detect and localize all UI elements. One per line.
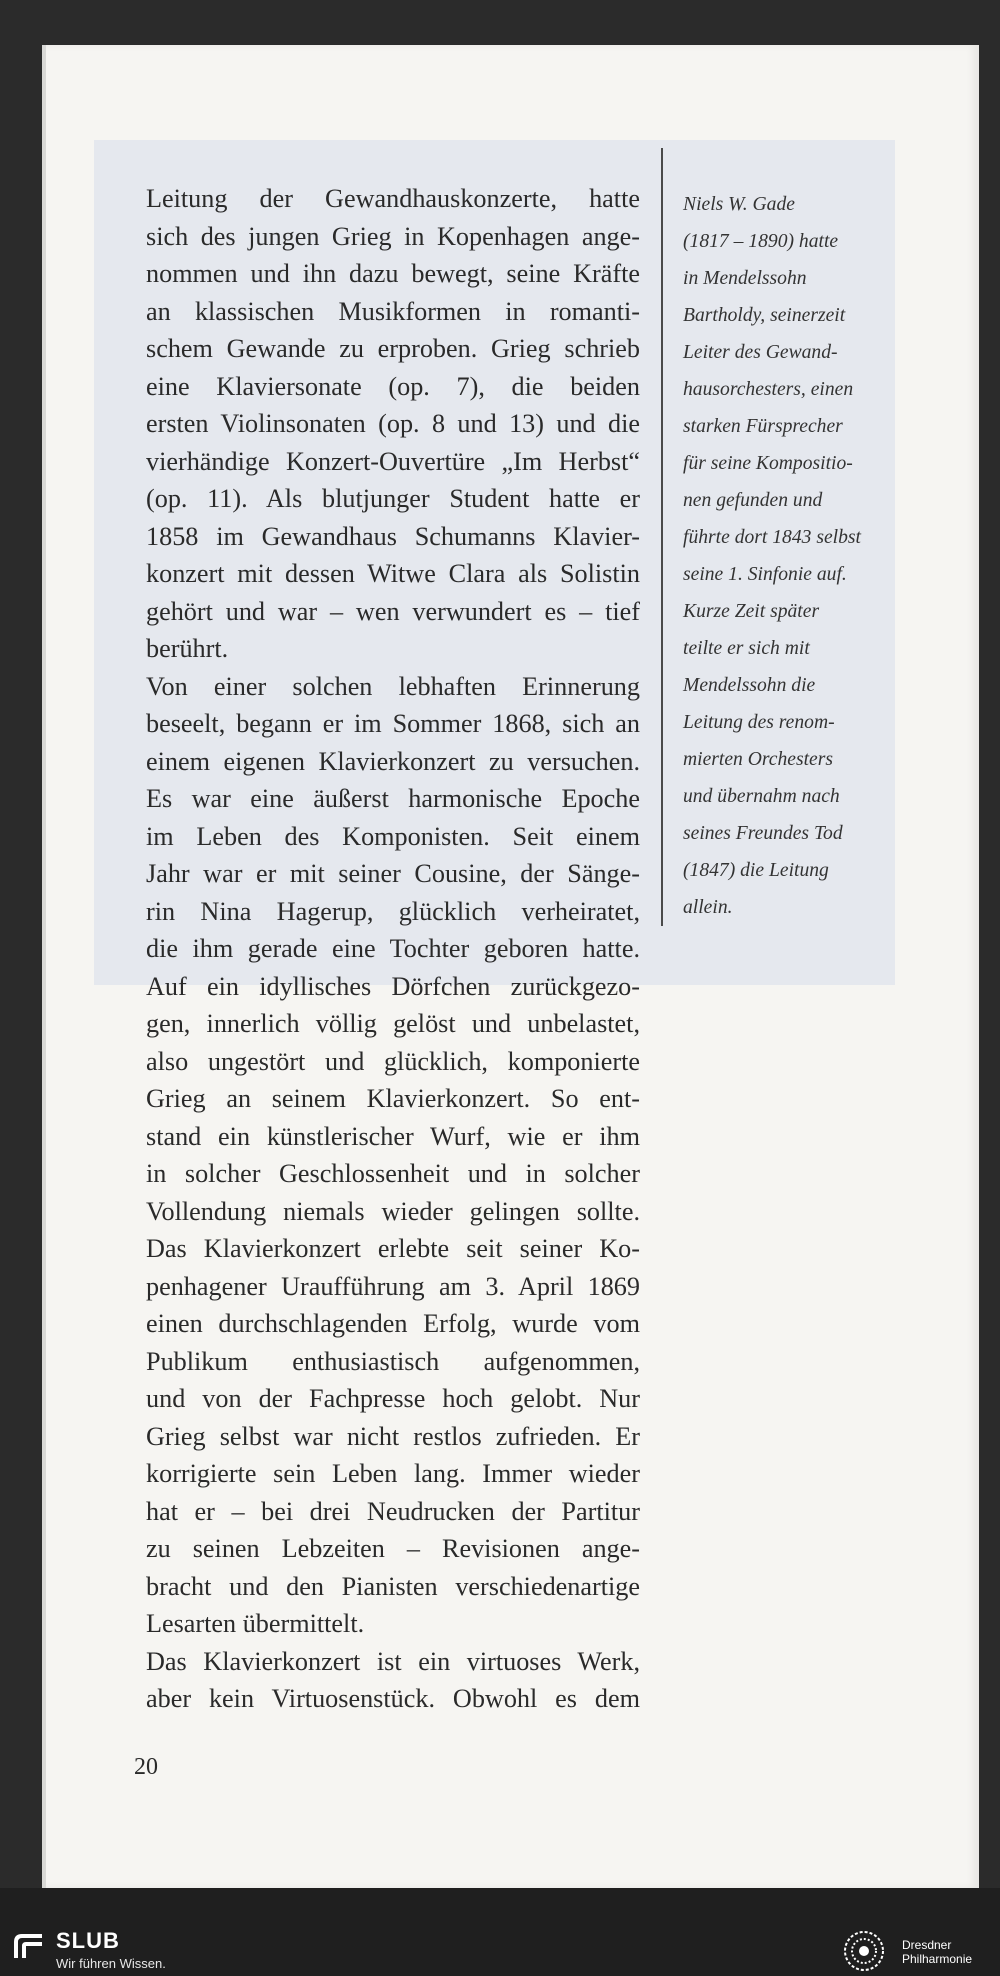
body-line: Publikum enthusiastisch aufgenommen,	[146, 1346, 640, 1376]
slub-logo-icon	[14, 1932, 52, 1962]
body-line: im Leben des Komponisten. Seit einem	[146, 821, 640, 851]
body-line: beseelt, begann er im Sommer 1868, sich an	[146, 709, 640, 738]
body-line: eine Klaviersonate (op. 7), die beiden	[146, 371, 640, 401]
slub-name: SLUB	[56, 1928, 120, 1953]
note-line: seine 1. Sinfonie auf.	[683, 564, 847, 585]
body-line: einem eigenen Klavierkonzert zu versuchen.	[146, 746, 640, 776]
body-line: Leitung der Gewandhauskonzerte, hatte	[146, 184, 640, 213]
body-line: 1858 im Gewandhaus Schumanns Klavier-	[146, 521, 640, 551]
body-line: vierhändige Konzert-Ouvertüre „Im Herbst“	[146, 446, 640, 476]
note-line: teilte er sich mit	[683, 638, 810, 659]
body-line: hat er – bei drei Neudrucken der Partitur	[146, 1496, 640, 1526]
body-line: ersten Violinsonaten (op. 8 und 13) und die	[146, 409, 640, 438]
body-line: sich des jungen Grieg in Kopenhagen ange-	[146, 221, 640, 251]
body-line: penhagener Uraufführung am 3. April 1869	[146, 1271, 640, 1301]
body-line: an klassischen Musikformen in romanti-	[146, 296, 640, 326]
note-line: hausorchesters, einen	[683, 379, 854, 400]
note-line: Leitung des renom-	[683, 712, 835, 733]
body-line: berührt.	[146, 634, 229, 663]
philharmonie-logo-icon	[843, 1930, 885, 1972]
body-line: bracht und den Pianisten verschiedenartige	[146, 1571, 640, 1601]
slub-tagline: Wir führen Wissen.	[56, 1956, 166, 1971]
body-line: Grieg an seinem Klavierkonzert. So ent-	[146, 1084, 640, 1113]
note-line: Kurze Zeit später	[683, 601, 820, 622]
body-line: Jahr war er mit seiner Cousine, der Sänge-	[146, 859, 640, 888]
note-line: (1817 – 1890) hatte	[683, 231, 839, 252]
margin-note	[683, 186, 903, 926]
note-line: Mendelssohn die	[683, 675, 816, 696]
note-line: und übernahm nach	[683, 786, 840, 807]
body-line: einen durchschlagenden Erfolg, wurde vom	[146, 1309, 640, 1338]
note-line: Niels W. Gade	[683, 194, 795, 215]
body-line: also ungestört und glücklich, komponierte	[146, 1046, 640, 1076]
body-line: gen, innerlich völlig gelöst und unbelastet,	[146, 1009, 640, 1038]
body-line: korrigierte sein Leben lang. Immer wieder	[146, 1459, 640, 1488]
body-line: gehört und war – wen verwundert es – tief	[146, 596, 640, 626]
body-line: rin Nina Hagerup, glücklich verheiratet,	[146, 896, 640, 926]
note-line: Leiter des Gewand-	[683, 342, 838, 363]
note-line: für seine Kompositio-	[683, 453, 853, 474]
body-line: Das Klavierkonzert ist ein virtuoses Werk,	[146, 1646, 640, 1676]
page-number: 20	[134, 1754, 158, 1780]
body-line: Von einer solchen lebhaften Erinnerung	[146, 671, 640, 701]
body-line: Das Klavierkonzert erlebte seit seiner Ko-	[146, 1234, 640, 1263]
body-line: aber kein Virtuosenstück. Obwohl es dem	[146, 1684, 640, 1713]
body-line: (op. 11). Als blutjunger Student hatte er	[146, 484, 640, 513]
note-line: führte dort 1843 selbst	[683, 527, 861, 548]
body-line: Vollendung niemals wieder gelingen sollte.	[146, 1196, 640, 1226]
note-line: nen gefunden und	[683, 490, 823, 511]
note-line: starken Fürsprecher	[683, 416, 843, 437]
body-line: Grieg selbst war nicht restlos zufrieden. Er	[146, 1421, 640, 1451]
note-line: in Mendelssohn	[683, 268, 807, 289]
body-line: und von der Fachpresse hoch gelobt. Nur	[146, 1384, 640, 1413]
body-line: Es war eine äußerst harmonische Epoche	[146, 784, 640, 813]
note-line: Bartholdy, seinerzeit	[683, 305, 846, 326]
column-rule	[661, 148, 663, 926]
note-line: mierten Orchesters	[683, 749, 834, 770]
body-line: Lesarten übermittelt.	[146, 1609, 365, 1638]
note-line: (1847) die Leitung	[683, 860, 829, 881]
body-line: Auf ein idyllisches Dörfchen zurückgezo-	[146, 971, 640, 1001]
note-line: seines Freundes Tod	[683, 823, 843, 844]
body-line: schem Gewande zu erproben. Grieg schrieb	[146, 334, 640, 363]
philharmonie-name-line: Dresdner	[902, 1938, 952, 1952]
body-line: nommen und ihn dazu bewegt, seine Kräfte	[146, 259, 640, 288]
body-line: konzert mit dessen Witwe Clara als Solistin	[146, 559, 640, 588]
philharmonie-name	[902, 1938, 972, 1966]
note-line: allein.	[683, 897, 733, 918]
body-line: stand ein künstlerischer Wurf, wie er ihm	[146, 1121, 640, 1151]
body-text	[146, 180, 640, 1718]
body-line: zu seinen Lebzeiten – Revisionen ange-	[146, 1534, 640, 1563]
body-line: in solcher Geschlossenheit und in solcher	[146, 1159, 640, 1188]
body-line: die ihm gerade eine Tochter geboren hatte.	[146, 934, 640, 963]
philharmonie-name-line: Philharmonie	[902, 1952, 973, 1966]
